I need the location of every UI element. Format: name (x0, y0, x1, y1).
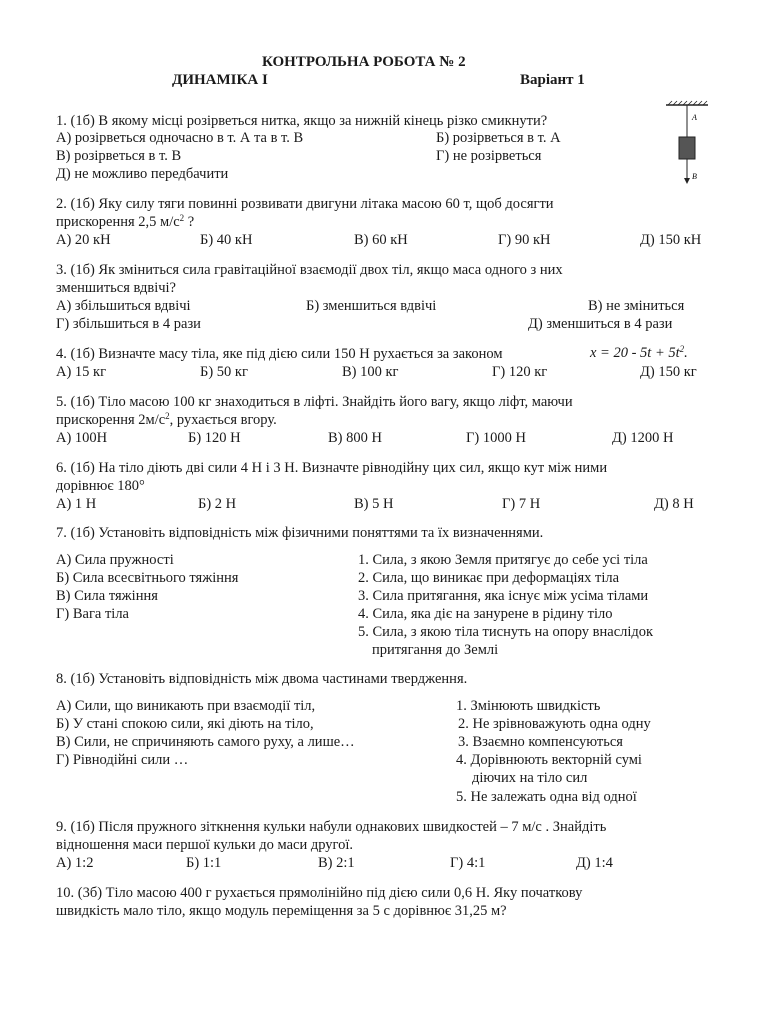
question-7-text: 7. (1б) Установіть відповідність між фізичними поняттями та їх визначеннями. (56, 525, 544, 541)
question-9-line2: відношення маси першої кульки до маси другої. (56, 837, 354, 853)
q4-option-c: В) 100 кг (342, 364, 399, 380)
q2-option-d: Г) 90 кН (498, 232, 551, 248)
q5-option-a: А) 100Н (56, 430, 108, 446)
q5-option-c: В) 800 Н (328, 430, 382, 446)
question-1-text: 1. (1б) В якому місці розірветься нитка, якщо за нижній кінець різко смикнути? (56, 113, 548, 129)
q7-left-b: Б) Сила всесвітнього тяжіння (56, 570, 239, 586)
q9-option-b: Б) 1:1 (186, 855, 222, 871)
q7-right-2: 2. Сила, що виникає при деформаціях тіла (358, 570, 620, 586)
q1-option-a: А) розірветься одночасно в т. А та в т. В (56, 130, 304, 146)
page-title: КОНТРОЛЬНА РОБОТА № 2 (262, 54, 466, 70)
q7-right-4: 4. Сила, яка діє на занурене в рідину тіло (358, 606, 613, 622)
q8-right-1: 1. Змінюють швидкість (456, 698, 601, 714)
hanging-weight-figure (662, 100, 712, 190)
point-a-label: A (692, 113, 697, 122)
question-4-text: 4. (1б) Визначте масу тіла, яке під дією сили 150 Н рухається за законом (56, 346, 503, 362)
question-6-line1: 6. (1б) На тіло діють дві сили 4 Н і 3 Н. Визначте рівнодійну цих сил, якщо кут між ними (56, 460, 608, 476)
q2-option-e: Д) 150 кН (640, 232, 702, 248)
question-8-text: 8. (1б) Установіть відповідність між двома частинами твердження. (56, 671, 468, 687)
q8-right-3: 3. Взаємно компенсуються (458, 734, 623, 750)
q8-left-b: Б) У стані спокою сили, які діють на тіло, (56, 716, 314, 732)
question-3-line1: 3. (1б) Як зміниться сила гравітаційної взаємодії двох тіл, якщо маса одного з них (56, 262, 563, 278)
q6-option-d: Г) 7 Н (502, 496, 541, 512)
q3-option-e: Д) зменшиться в 4 рази (528, 316, 673, 332)
q4-option-b: Б) 50 кг (200, 364, 248, 380)
q2-option-b: Б) 40 кН (200, 232, 253, 248)
q6-option-a: А) 1 Н (56, 496, 97, 512)
q9-option-d: Г) 4:1 (450, 855, 486, 871)
q3-option-b: Б) зменшиться вдвічі (306, 298, 437, 314)
q7-right-5-cont: притягання до Землі (372, 642, 499, 658)
point-b-label: B (692, 172, 697, 181)
q1-option-e: Д) не можливо передбачити (56, 166, 229, 182)
q8-right-5: 5. Не залежать одна від одної (456, 789, 637, 805)
q2-option-a: А) 20 кН (56, 232, 111, 248)
q9-option-a: А) 1:2 (56, 855, 94, 871)
question-3-line2: зменшиться вдвічі? (56, 280, 176, 296)
q9-option-e: Д) 1:4 (576, 855, 613, 871)
q1-option-d: Г) не розірветься (436, 148, 542, 164)
q7-right-3: 3. Сила притягання, яка існує між усіма тілами (358, 588, 649, 604)
q8-left-a: А) Сили, що виникають при взаємодії тіл, (56, 698, 316, 714)
q8-right-4-cont: діючих на тіло сил (472, 770, 588, 786)
q3-option-c: В) не зміниться (588, 298, 685, 314)
q6-option-b: Б) 2 Н (198, 496, 237, 512)
variant-label: Варіант 1 (520, 72, 585, 88)
q7-left-c: В) Сила тяжіння (56, 588, 158, 604)
page-subtitle: ДИНАМІКА І (172, 72, 268, 88)
q3-option-d: Г) збільшиться в 4 рази (56, 316, 201, 332)
question-2-line1: 2. (1б) Яку силу тяги повинні розвивати двигуни літака масою 60 т, щоб досягти (56, 196, 554, 212)
q5-option-b: Б) 120 Н (188, 430, 241, 446)
q1-option-b: Б) розірветься в т. А (436, 130, 561, 146)
question-9-line1: 9. (1б) Після пружного зіткнення кульки набули однакових швидкостей – 7 м/с . Знайдіть (56, 819, 607, 835)
weight-block (679, 137, 695, 159)
q3-option-a: А) збільшиться вдвічі (56, 298, 191, 314)
q1-option-c: В) розірветься в т. В (56, 148, 182, 164)
question-10-line1: 10. (3б) Тіло масою 400 г рухається прямолінійно під дією сили 0,6 Н. Яку початкову (56, 885, 583, 901)
question-5-line1: 5. (1б) Тіло масою 100 кг знаходиться в ліфті. Знайдіть його вагу, якщо ліфт, маючи (56, 394, 573, 410)
q4-option-e: Д) 150 кг (640, 364, 697, 380)
q4-option-d: Г) 120 кг (492, 364, 548, 380)
q8-left-c: В) Сили, не спричиняють самого руху, а лише… (56, 734, 355, 750)
q8-right-4: 4. Дорівнюють векторній сумі (456, 752, 642, 768)
q8-right-2: 2. Не зрівноважують одна одну (458, 716, 651, 732)
question-5-line2: прискорення $2м/с^2$, рухається вгору. (56, 411, 277, 428)
q7-left-a: А) Сила пружності (56, 552, 174, 568)
pull-arrow (684, 178, 690, 184)
q5-option-d: Г) 1000 Н (466, 430, 526, 446)
q7-right-5: 5. Сила, з якою тіла тиснуть на опору внаслідок (358, 624, 654, 640)
q2-option-c: В) 60 кН (354, 232, 408, 248)
question-6-line2: дорівнює 180° (56, 478, 145, 494)
question-10-line2: швидкість мало тіло, якщо модуль переміщення за 5 с дорівнює 31,25 м? (56, 903, 507, 919)
q6-option-c: В) 5 Н (354, 496, 394, 512)
question-2-line2: прискорення 2,5 $м/с^2$ ? (56, 213, 195, 230)
q7-right-1: 1. Сила, з якою Земля притягує до себе усі тіла (358, 552, 648, 568)
q5-option-e: Д) 1200 Н (612, 430, 674, 446)
q6-option-e: Д) 8 Н (654, 496, 694, 512)
question-4-formula: $x = 20 - 5t + 5t^2$. (590, 344, 688, 361)
q8-left-d: Г) Рівнодійні сили … (56, 752, 189, 768)
q4-option-a: А) 15 кг (56, 364, 107, 380)
q9-option-c: В) 2:1 (318, 855, 355, 871)
q7-left-d: Г) Вага тіла (56, 606, 129, 622)
